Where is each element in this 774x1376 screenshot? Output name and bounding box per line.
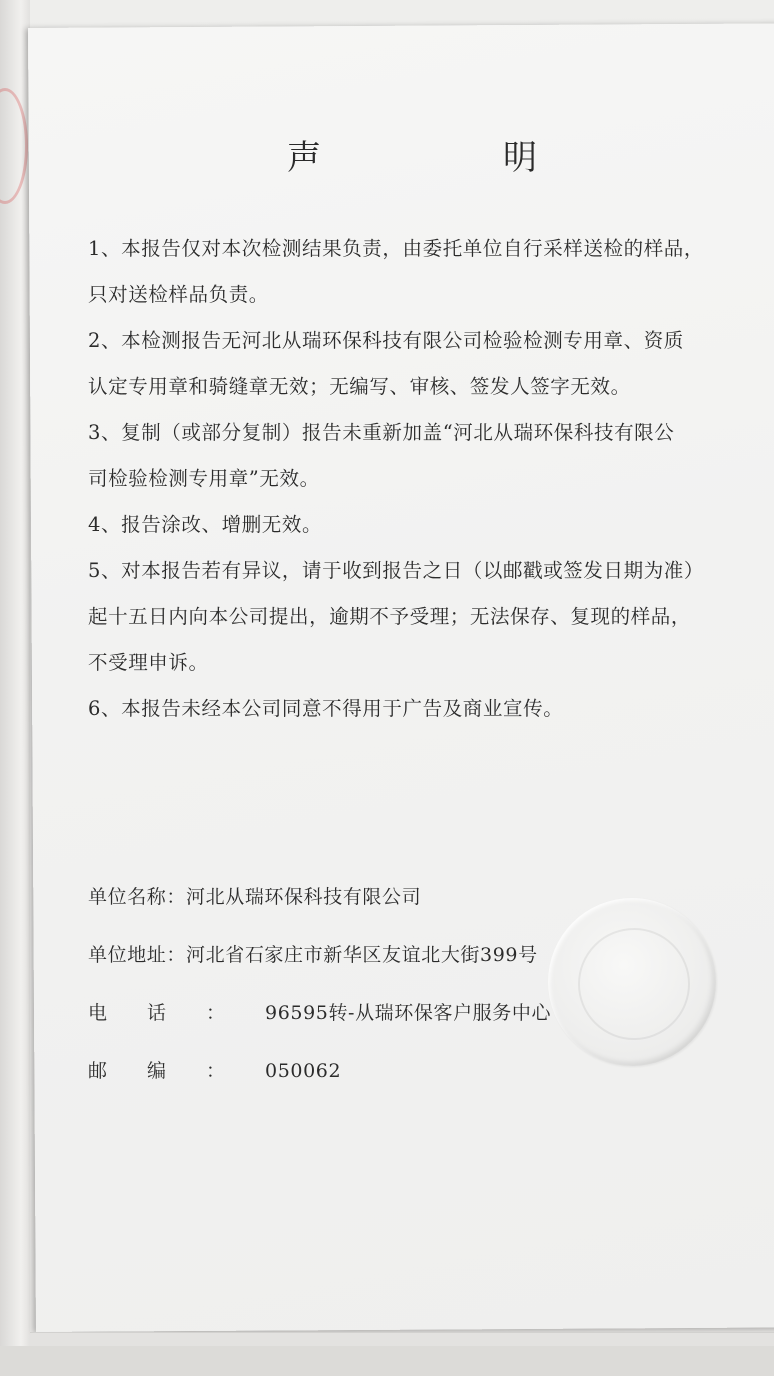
company-name-label: 单位名称：: [88, 886, 187, 908]
clause-6: [88, 686, 728, 732]
company-address-value: 河北省石家庄市新华区友谊北大街399号: [186, 944, 538, 966]
clause-3: [88, 410, 728, 502]
company-info: [88, 868, 728, 1100]
declaration-clauses: [88, 226, 728, 732]
company-phone-row: [88, 984, 728, 1042]
clause-5: [88, 548, 728, 686]
clause-line: 2、本检测报告无河北从瑞环保科技有限公司检验检测专用章、资质: [88, 329, 684, 352]
clause-line: 只对送检样品负责。: [88, 283, 269, 306]
company-postcode-row: [88, 1042, 728, 1100]
clause-2: [88, 318, 728, 410]
company-phone-value: 96595转-从瑞环保客户服务中心: [265, 1002, 552, 1024]
page-title: 声 明: [287, 138, 611, 178]
clause-line: 6、本报告未经本公司同意不得用于广告及商业宣传。: [88, 697, 564, 720]
clause-line: 起十五日内向本公司提出，逾期不予受理；无法保存、复现的样品，: [88, 605, 692, 628]
company-name-value: 河北从瑞环保科技有限公司: [186, 886, 422, 908]
clause-4: [88, 502, 728, 548]
clause-line: 认定专用章和骑缝章无效；无编写、审核、签发人签字无效。: [88, 375, 631, 398]
clause-line: 4、报告涂改、增删无效。: [88, 513, 323, 536]
company-address-row: [88, 926, 728, 984]
clause-line: 1、本报告仅对本次检测结果负责，由委托单位自行采样送检的样品，: [88, 237, 705, 260]
clause-line: 司检验检测专用章”无效。: [88, 467, 320, 490]
company-postcode-value: 050062: [265, 1060, 342, 1082]
clause-line: 3、复制（或部分复制）报告未重新加盖“河北从瑞环保科技有限公: [88, 421, 675, 444]
clause-1: [88, 226, 728, 318]
company-address-label: 单位地址：: [88, 944, 187, 966]
clause-line: 不受理申诉。: [88, 651, 209, 674]
clause-line: 5、对本报告若有异议，请于收到报告之日（以邮戳或签发日期为准）: [88, 559, 705, 582]
company-name-row: [88, 868, 728, 926]
company-phone-label: 电话：: [88, 1002, 266, 1024]
company-postcode-label: 邮编：: [88, 1060, 266, 1082]
